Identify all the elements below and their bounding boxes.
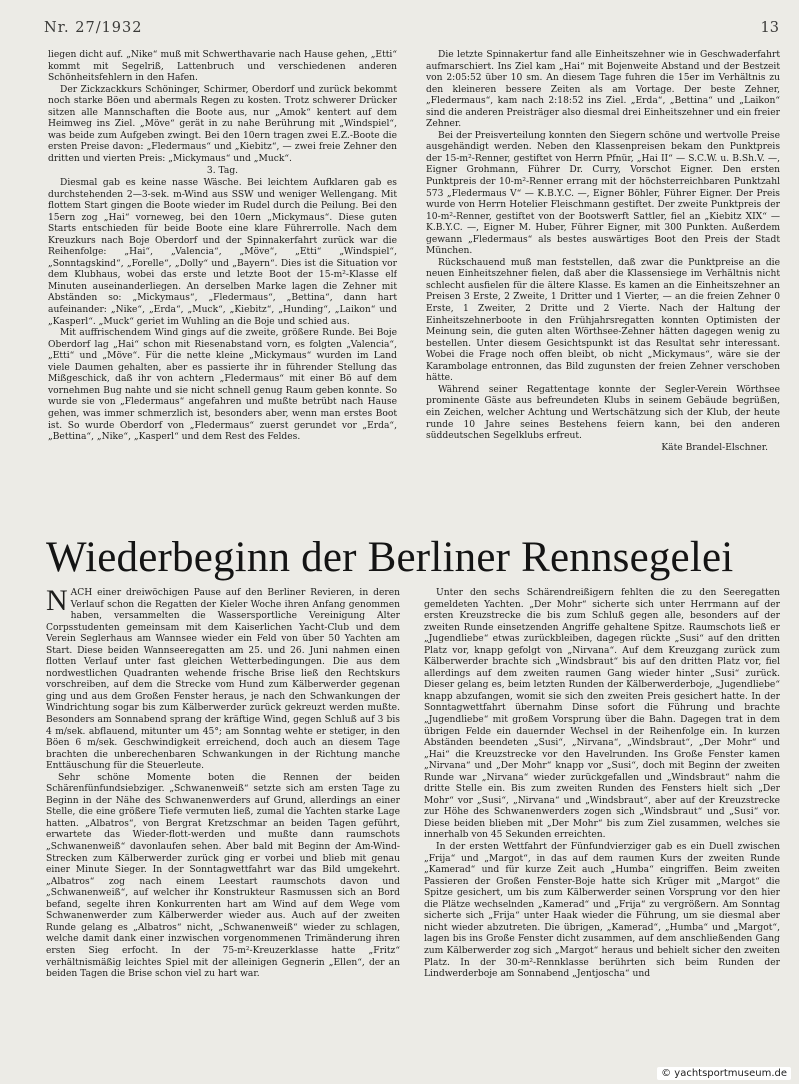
paragraph: Während seiner Regattentage konnte der Segler-Verein Wörthsee prominente Gäste aus befreundeten Klubs in seinem Gebäude begrüßen, ein Zeichen, welcher Achtung und Wertschätzung sich der Klub, der heute runde 10 Jahre seines Bestehens feiern kann, bei den anderen süddeutschen Segelklubs erfreut.: [426, 384, 780, 442]
top-left-column: [48, 50, 397, 496]
paragraph: Rückschauend muß man feststellen, daß zwar die Punktpreise an die neuen Einheitszehner fielen, daß aber die Klassensiege im Verhältnis nicht schlecht ausfielen für die ältere Klasse. Es kamen an die Einheitszehner an Preisen 3 Erste, 2 Zweite, 1 Dritter und 1 Vierter, — an die freien Zehner 0 Erste, 1 Zweiter, 2 Dritte und 2 Vierte. Nach der Haltung der Einheitszehnerboote in den Frühjahrsregatten konnten Optimisten der Meinung sein, die guten alten Wörthsee-Zehner hätten dagegen wenig zu bestellen. Unter diesem Gesichtspunkt ist das Resultat sehr interessant. Wobei die Frage noch offen bleibt, ob nicht „Mickymaus“, wäre sie der Karambolage entronnen, das Bild zugunsten der freien Zehner verschoben hätte.: [426, 257, 780, 384]
paragraph: Die letzte Spinnakertur fand alle Einheitszehner wie in Geschwaderfahrt aufmarschiert. Ins Ziel kam „Hai“ mit Bojenweite Abstand und der Bestzeit von 2:05:52 über 10 sm. An diesem Tage fuhren die 15er im Verhältnis zu den kleineren bessere Zeiten als am Vortage. Der beste Zehner, „Fledermaus“, kam nach 2:18:52 ins Ziel. „Erda“, „Bettina“ und „Laikon“ sind die anderen Preisträger also diesmal drei Einheitszehner und ein freier Zehner.: [426, 50, 780, 130]
paragraph: Diesmal gab es keine nasse Wäsche. Bei leichtem Aufklaren gab es durchstehenden 2—3-sek. m-Wind aus SSW und weniger Wellengang. Mit flottem Start gingen die Boote wieder im Rudel durch die Peilung. Bei den 15ern zog „Hai“ vorneweg, bei den 10ern „Mickymaus“. Diese guten Starts entschieden für beide Boote eine klare Führerrolle. Nach dem Kreuzkurs nach Boje Oberdorf und der Spinnakerfahrt zurück war die Reihenfolge: „Hai“, „Valencia“, „Möve“, „Etti“ „Windspiel“, „Sonntagskind“, „Forelle“, „Dolly“ und „Bayern“. Dies ist die Situation vor dem Klubhaus, wobei das erste und letzte Boot der 15-m²-Klasse elf Minuten auseinanderliegen. An derselben Marke lagen die Zehner mit Abständen so: „Mickymaus“, „Fledermaus“, „Bettina“, dann hart aufeinander: „Nike“, „Erda“, „Muck“, „Kiebitz“, „Hunding“, „Laikon“ und „Kasperl“. „Muck“ geriet im Wuhling an die Boje und schied aus.: [48, 178, 397, 327]
drop-cap: N: [46, 588, 68, 617]
paragraph: Der Zickzackkurs Schöninger, Schirmer, Oberdorf und zurück bekommt noch starke Böen und abermals Regen zu kosten. Trotz schwerer Drücker sitzen alle Mannschaften die Boote aus, nur „Amok“ kentert auf dem Heimweg ins Ziel. „Möve“ gerät in zu nahe Berührung mit „Windspiel“, was beide zum Aufgeben zwingt. Bei den 10ern tragen zwei E.Z.-Boote die ersten Preise davon: „Fledermaus“ und „Kiebitz“, — zwei freie Zehner den dritten und vierten Preis: „Mickymaus“ und „Muck“.: [48, 84, 397, 164]
top-right-column: [426, 50, 780, 496]
paragraph: Sehr schöne Momente boten die Rennen der beiden Schärenfünfundsiebziger. „Schwanenweiß“ setzte sich am ersten Tage zu Beginn in der Nähe des Schwanenwerders auf Grund, allerdings an einer Stelle, die eine größere Tiefe vermuten ließ, zumal die Yachten starke Lage hatten. „Albatros“, von Bergrat Kretzschmar an beiden Tagen geführt, erwartete das Wieder-flott-werden und mußte dann raumschots „Schwanenweiß“ davonlaufen sehen. Aber bald mit Beginn der Am-Wind-Strecken zum Kälberwerder zurück ging er vorbei und blieb mit genau einer Minute Sieger. In der Sonntagwettfahrt war das Bild umgekehrt. „Albatros“ zog nach einem Leestart raumschots davon und „Schwanenweiß“, auf welcher ihr Konstrukteur Rasmussen sich an Bord befand, segelte ihren Konkurrenten hart am Wind auf dem Wege vom Schwanenwerder zum Kälberwerder wieder aus. Auch auf der zweiten Runde gelang es „Albatros“ nicht, „Schwanenweiß“ wieder zu schlagen, welche damit dank einer inzwischen vorgenommenen Trimänderung ihren ersten Sieg erfocht. In der 75-m²-Kreuzerklasse hatte „Fritz“ verhältnismäßig leichtes Spiel mit der alleinigen Gegnerin „Ellen“, der an beiden Tagen die Brise schon viel zu hart war.: [46, 772, 400, 980]
author-signature: Käte Brandel-Elschner.: [661, 442, 768, 453]
paragraph: Unter den sechs Schärendreißigern fehlten die zu den Seeregatten gemeldeten Yachten. „Der Mohr“ sicherte sich unter Herrmann auf der ersten Kreuzstrecke die bis zum Schluß gegen alle, besonders auf der zweiten Runde einsetzenden Angriffe gehaltene Spitze. Raumschots ließ er „Jugendliebe“ etwas zurückbleiben, dagegen rückte „Susi“ auf den dritten Platz vor, knapp gefolgt von „Nirvana“. Auf dem Kreuzgang zurück zum Kälberwerder brachte sich „Windsbraut“ bis auf den dritten Platz vor, fiel allerdings auf dem zweiten raumen Gang wieder hinter „Susi“ zurück. Dieser gelang es, beim letzten Runden der Kälberwerderboje, „Jugendliebe“ knapp abzufangen, womit sie sich den zweiten Preis gesichert hatte. In der Sonntagwettfahrt übernahm Dinse sofort die Führung und brachte „Jugendliebe“ mit großem Vorsprung über die Bahn. Dagegen trat in dem übrigen Felde ein dauernder Wechsel in der Reihenfolge ein. In kurzen Abständen beendeten „Susi“, „Nirvana“, „Windsbraut“, „Der Mohr“ und „Hai“ die Kreuzstrecke vor den Havelrunden. Ins Große Fenster kamen „Nirvana“ und „Der Mohr“ knapp vor „Susi“, doch mit Beginn der zweiten Runde war „Nirvana“ wieder zurückgefallen und „Windsbraut“ nahm die dritte Stelle ein. Bis zum zweiten Runden des Fensters hielt sich „Der Mohr“ vor „Susi“, „Nirvana“ und „Windsbraut“, aber auf der Kreuzstrecke zur Höhe des Schwanenwerders zogen sich „Windsbraut“ und „Susi“ vor. Diese beiden blieben mit „Der Mohr“ bis zum Ziel zusammen, welches sie innerhalb von 45 Sekunden erreichten.: [424, 588, 780, 841]
paragraph: In der ersten Wettfahrt der Fünfundvierziger gab es ein Duell zwischen „Frija“ und „Margot“, in das auf dem raumen Kurs der zweiten Runde „Kamerad“ und für kurze Zeit auch „Humba“ eingriffen. Beim zweiten Passieren der Großen Fenster-Boje hatte sich Krüger mit „Margot“ die Spitze gesichert, um bis zum Kälberwerder seinen Vorsprung vor den hier die Plätze wechselnden „Kamerad“ und „Frija“ zu vergrößern. Am Sonntag sicherte sich „Frija“ unter Haak wieder die Führung, um sie diesmal aber nicht wieder abzutreten. Die übrigen, „Kamerad“, „Humba“ und „Margot“, lagen bis ins Große Fenster dicht zusammen, auf dem anschließenden Gang zum Kälberwerder zog sich „Margot“ heraus und behielt sicher den zweiten Platz. In der 30-m²-Rennklasse berührten sich beim Runden der Lindwerderboje am Sonnabend „Jentjoscha“ und: [424, 842, 780, 980]
issue-number: Nr. 27/1932: [44, 20, 143, 36]
day-heading: 3. Tag.: [206, 166, 239, 177]
paragraph: Mit auffrischendem Wind gings auf die zweite, größere Runde. Bei Boje Oberdorf lag „Hai“ schon mit Riesenabstand vorn, es folgten „Valencia“, „Etti“ und „Möve“. Für die nette kleine „Mickymaus“ wurden im Land viele Daumen gehalten, aber es passierte ihr in führender Stellung das Mißgeschick, daß ihr von achtern „Fledermaus“ mit einer Bö auf dem vornehmen Bug nahte und sie nicht schnell genug Raum geben konnte. So wurde sie von „Fledermaus“ angefahren und mußte betrübt nach Hause gehen, was immer schmerzlich ist, besonders aber, wenn man erstes Boot ist. So wurde Oberdorf von „Fledermaus“ zuerst gerundet vor „Erda“, „Bettina“, „Nike“, „Kasperl“ und dem Rest des Feldes.: [48, 328, 397, 443]
page-number: 13: [760, 20, 779, 36]
copyright-watermark: © yachtsportmuseum.de: [657, 1067, 791, 1080]
paragraph: Bei der Preisverteilung konnten den Siegern schöne und wertvolle Preise ausgehändigt werden. Neben den Klassenpreisen bekam den Punktpreis der 15-m²-Renner, gestiftet von Herrn Pfnür, „Hai II“ — S.C.W. u. B.Sh.V. —, Eigner Grohmann, Führer Dr. Curry, Vorschot Eigner. Den ersten Punktpreis der 10-m²-Renner errang mit der höchsterreichbaren Punktzahl 573 „Fledermaus V“ — K.B.Y.C. —, Eigner Böhler, Führer Eigner. Der Preis wurde von Herrn Hotelier Fleischmann gestiftet. Der zweite Punktpreis der 10-m²-Renner, gestiftet von der Bootswerft Sattler, fiel an „Kiebitz XIX“ — K.B.Y.C. —, Eigner M. Huber, Führer Eigner, mit 300 Punkten. Außerdem gewann „Fledermaus“ als bestes auswärtiges Boot den Preis der Stadt München.: [426, 130, 780, 257]
article-headline: Wiederbeginn der Berliner Rennsegelei: [46, 534, 734, 581]
article-left-column: [46, 588, 400, 1060]
article-right-column: [424, 588, 780, 1060]
paragraph: liegen dicht auf. „Nike“ muß mit Schwerthavarie nach Hause gehen, „Etti“ kommt mit Segelriß, Lattenbruch und verschiedenen anderen Schönheitsfehlern in den Hafen.: [48, 50, 397, 84]
lead-paragraph: [46, 588, 400, 773]
lead-text: ACH einer dreiwöchigen Pause auf den Berliner Revieren, in deren Verlauf schon die Regatten der Kieler Woche ihren Anfang genommen haben, versammelten die Wassersportliche Vereinigung Alter Corpsstudenten gemeinsam mit dem Kaiserlichen Yacht-Club und dem Verein Seglerhaus am Wannsee wieder ein Feld von über 50 Yachten am Start. Diese beiden Wannseeregatten am 25. und 26. Juni nahmen einen flotten Verlauf unter fast gleichen Wetterbedingungen. Die aus dem nordwestlichen Quadranten wehende frische Brise ließ den Rechtskurs vorschreiben, auf dem die Strecke vom Hund zum Kälberwerder gegenan ging und aus dem Großen Fenster heraus, je nach den Schwankungen der Windrichtung sogar bis zum Kälberwerder zurück gekreuzt werden mußte. Besonders am Sonnabend sprang der kräftige Wind, gegen Schluß auf 3 bis 4 m/sek. abflauend, mitunter um 45°; am Sonntag wehte er stetiger, in den Böen 6 m/sek. Geschwindigkeit erreichend, doch auch an diesem Tage brachten die unberechenbaren Schwankungen in der Richtung manche Enttäuschung für die Steuerleute.: [46, 588, 400, 772]
